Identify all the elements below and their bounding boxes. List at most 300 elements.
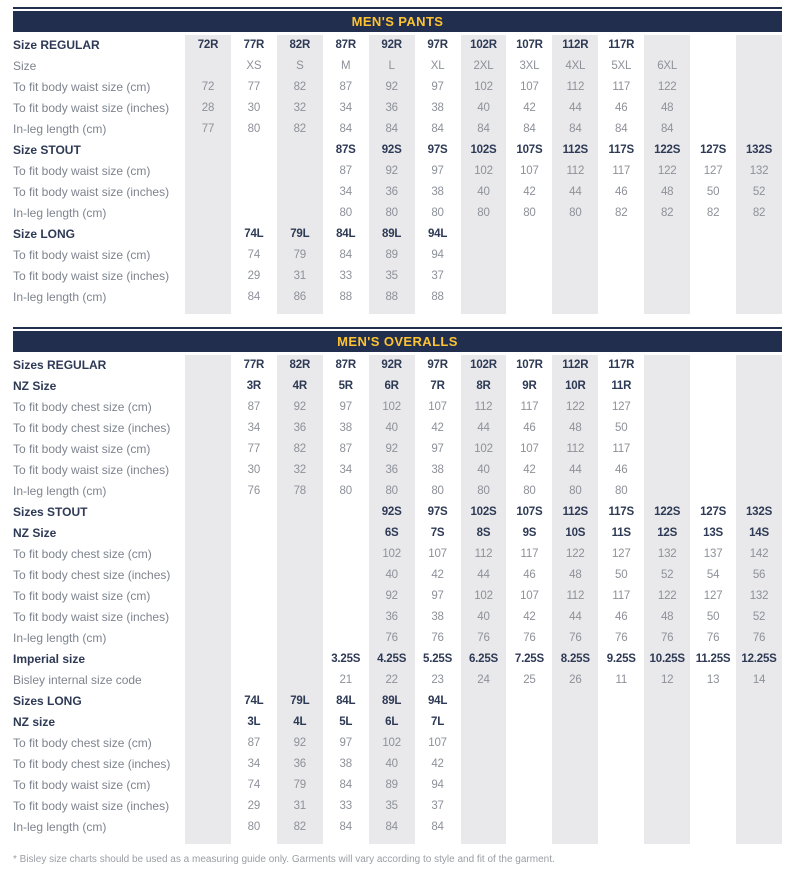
row-label: In-leg length (cm)	[13, 206, 107, 220]
size-cell: 38	[431, 611, 444, 623]
table-body	[13, 35, 782, 314]
row-label: To fit body chest size (cm)	[13, 400, 152, 414]
size-cell: 132S	[745, 506, 773, 518]
size-cell: 40	[385, 422, 398, 434]
table-body	[13, 355, 782, 844]
size-cell: 102	[474, 443, 493, 455]
size-cell: 48	[660, 611, 674, 623]
table-row	[13, 287, 782, 308]
size-cell: 132	[749, 590, 769, 602]
size-cell: 112	[566, 81, 585, 93]
size-cell: 77R	[243, 39, 265, 51]
size-cell: 12.25S	[741, 653, 777, 665]
size-cell: 38	[339, 758, 352, 770]
size-cell: 9R	[522, 380, 537, 392]
size-cell: 9S	[522, 527, 537, 539]
size-cell: 84	[615, 123, 628, 135]
size-cell: 82	[660, 207, 674, 219]
size-cell: 34	[339, 464, 352, 476]
size-cell: 77	[247, 443, 261, 455]
table-row	[13, 460, 782, 481]
size-cell: 44	[477, 422, 490, 434]
size-cell: 79L	[290, 695, 310, 707]
size-cell: 48	[660, 102, 674, 114]
table-row	[13, 775, 782, 796]
size-cell: 102	[382, 737, 401, 749]
size-cell: 79	[293, 249, 306, 261]
size-cell: 94L	[427, 228, 448, 240]
size-cell: L	[388, 60, 395, 72]
size-cell: 40	[477, 102, 490, 114]
size-cell: 80	[569, 485, 582, 497]
size-cell: 84	[660, 123, 674, 135]
table-row	[13, 544, 782, 565]
size-cell: 87R	[335, 39, 356, 51]
size-cell: 86	[293, 291, 306, 303]
size-cell: 102S	[470, 506, 497, 518]
size-cell: 46	[615, 611, 628, 623]
row-label: To fit body waist size (cm)	[13, 589, 151, 603]
size-cell: 82R	[289, 359, 311, 371]
size-cell: 7S	[430, 527, 445, 539]
size-cell: 13S	[703, 527, 724, 539]
size-cell: 92S	[381, 144, 402, 156]
size-cell: 107	[428, 737, 447, 749]
size-cell: 52	[660, 569, 674, 581]
size-cell: 102	[474, 590, 493, 602]
size-cell: 76	[706, 632, 720, 644]
row-label: Size	[13, 59, 37, 73]
size-cell: 40	[477, 464, 490, 476]
size-cell: 142	[749, 548, 769, 560]
size-cell: 38	[431, 186, 444, 198]
size-cell: 34	[247, 758, 261, 770]
size-cell: 30	[247, 102, 261, 114]
size-cell: 127S	[700, 144, 727, 156]
size-cell: 82	[615, 207, 628, 219]
size-cell: 94L	[427, 695, 448, 707]
size-cell: 72R	[197, 39, 219, 51]
size-cell: 112R	[562, 359, 589, 371]
size-cell: 97R	[427, 39, 448, 51]
row-label: Sizes LONG	[13, 694, 82, 708]
size-cell: 97	[431, 165, 444, 177]
size-cell: 80	[431, 207, 444, 219]
size-cell: 76	[752, 632, 766, 644]
size-cell: 76	[247, 485, 261, 497]
size-cell: 94	[431, 779, 444, 791]
size-cell: 50	[706, 611, 720, 623]
size-cell: 76	[569, 632, 582, 644]
size-cell: 84	[385, 821, 398, 833]
table-rows	[13, 355, 782, 838]
size-cell: 80	[615, 485, 628, 497]
size-cell: 92S	[381, 506, 402, 518]
size-cell: 117	[612, 443, 631, 455]
size-cell: 122	[566, 401, 585, 413]
size-cell: 80	[247, 123, 261, 135]
row-label: To fit body waist size (inches)	[13, 799, 170, 813]
size-cell: 112	[474, 548, 493, 560]
size-cell: 80	[385, 207, 398, 219]
size-cell: 37	[431, 270, 444, 282]
row-label: In-leg length (cm)	[13, 631, 107, 645]
size-cell: 84	[431, 123, 444, 135]
table-row	[13, 796, 782, 817]
size-cell: 80	[431, 485, 444, 497]
size-cell: 76	[385, 632, 398, 644]
size-cell: 112S	[562, 506, 589, 518]
size-cell: 6L	[385, 716, 399, 728]
size-cell: 97	[339, 737, 352, 749]
size-cell: 26	[569, 674, 582, 686]
size-cell: 37	[431, 800, 444, 812]
row-label: To fit body chest size (inches)	[13, 421, 171, 435]
size-cell: 107R	[516, 359, 543, 371]
size-cell: 107R	[516, 39, 543, 51]
size-cell: 5R	[338, 380, 353, 392]
row-label: NZ Size	[13, 379, 57, 393]
size-cell: 117	[612, 165, 631, 177]
size-cell: 122	[566, 548, 585, 560]
size-cell: 14S	[749, 527, 769, 539]
size-cell: 117R	[608, 359, 635, 371]
size-cell: 127	[611, 401, 631, 413]
size-cell: 80	[569, 207, 582, 219]
size-cell: 29	[247, 270, 261, 282]
size-cell: 48	[569, 422, 582, 434]
size-cell: 72	[201, 81, 215, 93]
size-cell: 117R	[608, 39, 635, 51]
size-cell: 5L	[339, 716, 353, 728]
size-cell: 92	[385, 443, 398, 455]
size-cell: 52	[752, 611, 766, 623]
row-label: To fit body waist size (cm)	[13, 778, 151, 792]
size-cell: 122S	[654, 506, 681, 518]
size-cell: 6.25S	[468, 653, 499, 665]
size-cell: 92R	[381, 359, 402, 371]
size-cell: 12S	[657, 527, 678, 539]
size-cell: 9.25S	[606, 653, 636, 665]
footnote: * Bisley size charts should be used as a measuring guide only. Garments will vary according to style and fit of the garment.	[13, 854, 555, 865]
size-cell: 76	[523, 632, 536, 644]
size-cell: 42	[431, 758, 444, 770]
size-cell: 84	[339, 779, 352, 791]
table-row	[13, 397, 782, 418]
size-cell: 6R	[384, 380, 399, 392]
size-cell: 11S	[611, 527, 631, 539]
size-cell: 87S	[335, 144, 356, 156]
size-cell: 97	[431, 81, 444, 93]
size-cell: 11	[615, 674, 628, 686]
size-cell: 35	[385, 270, 398, 282]
row-label: Size REGULAR	[13, 38, 100, 52]
mens-pants-table	[13, 7, 782, 314]
size-cell: 38	[431, 102, 444, 114]
row-label: In-leg length (cm)	[13, 820, 107, 834]
size-cell: 82	[293, 123, 306, 135]
table-row	[13, 565, 782, 586]
size-cell: 40	[385, 569, 398, 581]
size-cell: 102	[474, 165, 493, 177]
table-row	[13, 355, 782, 376]
size-cell: 102	[382, 548, 401, 560]
size-cell: 82	[293, 81, 306, 93]
row-label: To fit body waist size (cm)	[13, 248, 151, 262]
row-label: Sizes REGULAR	[13, 358, 107, 372]
size-cell: 112R	[562, 39, 589, 51]
size-cell: XL	[430, 60, 445, 72]
size-cell: 89	[385, 779, 398, 791]
row-label: Size STOUT	[13, 143, 81, 157]
row-label: To fit body chest size (cm)	[13, 547, 152, 561]
row-label: In-leg length (cm)	[13, 122, 107, 136]
row-label: Bisley internal size code	[13, 673, 142, 687]
size-cell: 30	[247, 464, 261, 476]
size-cell: 97R	[427, 359, 448, 371]
size-cell: 112	[474, 401, 493, 413]
size-cell: 5.25S	[423, 653, 453, 665]
size-cell: 127	[703, 590, 723, 602]
size-cell: 48	[660, 186, 674, 198]
size-cell: 34	[339, 102, 352, 114]
size-cell: 14	[752, 674, 766, 686]
size-cell: 92	[385, 165, 398, 177]
size-cell: 42	[523, 102, 536, 114]
size-cell: 36	[385, 464, 398, 476]
size-cell: 6XL	[657, 60, 678, 72]
size-cell: 88	[385, 291, 398, 303]
size-cell: 76	[431, 632, 444, 644]
size-cell: 112S	[562, 144, 589, 156]
size-cell: 87	[339, 165, 352, 177]
size-cell: 50	[615, 569, 628, 581]
table-row	[13, 56, 782, 77]
table-row	[13, 439, 782, 460]
size-cell: 112	[566, 165, 585, 177]
size-cell: 38	[431, 464, 444, 476]
row-label: To fit body waist size (inches)	[13, 610, 170, 624]
size-cell: 77	[201, 123, 215, 135]
size-cell: 84	[339, 249, 352, 261]
size-cell: 88	[431, 291, 444, 303]
size-cell: 80	[523, 207, 536, 219]
size-cell: 6S	[384, 527, 399, 539]
size-cell: 52	[752, 186, 766, 198]
row-label: To fit body chest size (inches)	[13, 757, 171, 771]
size-cell: 89L	[382, 228, 402, 240]
size-cell: 102R	[470, 39, 497, 51]
size-cell: 78	[293, 485, 306, 497]
size-cell: 46	[523, 422, 536, 434]
size-cell: 79	[293, 779, 306, 791]
size-cell: 79L	[290, 228, 310, 240]
size-cell: 74	[247, 249, 261, 261]
size-cell: 50	[706, 186, 720, 198]
size-cell: 10S	[565, 527, 586, 539]
size-cell: XS	[246, 60, 262, 72]
size-cell: 46	[523, 569, 536, 581]
table-row	[13, 502, 782, 523]
size-cell: 10.25S	[649, 653, 685, 665]
size-cell: 4L	[293, 716, 307, 728]
size-cell: 80	[477, 207, 490, 219]
size-cell: 8R	[476, 380, 491, 392]
size-cell: 97S	[427, 506, 448, 518]
table-row	[13, 119, 782, 140]
row-label: Size LONG	[13, 227, 76, 241]
size-cell: 46	[615, 464, 628, 476]
table-row	[13, 418, 782, 439]
size-cell: 137	[703, 548, 723, 560]
row-label: To fit body waist size (inches)	[13, 463, 170, 477]
size-cell: 74L	[244, 228, 264, 240]
size-cell: 42	[431, 422, 444, 434]
size-cell: 82	[706, 207, 720, 219]
size-cell: 122	[657, 590, 677, 602]
size-cell: 117S	[608, 144, 634, 156]
table-row	[13, 607, 782, 628]
size-cell: 80	[339, 485, 352, 497]
table-row	[13, 98, 782, 119]
size-cell: 127	[611, 548, 631, 560]
size-cell: 3L	[247, 716, 261, 728]
size-cell: 92	[385, 81, 398, 93]
size-cell: 11.25S	[695, 653, 731, 665]
size-cell: 74L	[244, 695, 264, 707]
table-row	[13, 670, 782, 691]
size-cell: 36	[385, 611, 398, 623]
size-cell: 117	[612, 590, 631, 602]
size-cell: 132	[749, 165, 769, 177]
size-cell: 122S	[654, 144, 681, 156]
size-cell: 7.25S	[514, 653, 544, 665]
size-cell: 42	[523, 464, 536, 476]
size-cell: 117	[520, 548, 539, 560]
size-cell: 84	[431, 821, 444, 833]
size-cell: 107	[428, 401, 447, 413]
size-cell: 8.25S	[560, 653, 590, 665]
size-cell: 132S	[745, 144, 773, 156]
size-cell: 87	[247, 737, 261, 749]
size-cell: 84L	[336, 695, 356, 707]
size-cell: 92	[293, 401, 306, 413]
size-cell: 21	[339, 674, 352, 686]
table-row	[13, 523, 782, 544]
top-divider	[13, 327, 782, 329]
table-row	[13, 376, 782, 397]
size-cell: 29	[247, 800, 261, 812]
size-cell: 127S	[700, 506, 727, 518]
size-cell: 36	[385, 186, 398, 198]
size-cell: 48	[569, 569, 582, 581]
size-cell: 89L	[382, 695, 402, 707]
size-cell: 31	[293, 800, 306, 812]
size-cell: 2XL	[473, 60, 494, 72]
size-cell: 87R	[335, 359, 356, 371]
row-label: NZ Size	[13, 526, 57, 540]
table-row	[13, 77, 782, 98]
size-cell: 102	[474, 81, 493, 93]
size-cell: 40	[477, 611, 490, 623]
size-cell: 102	[382, 401, 401, 413]
size-cell: 84	[339, 821, 352, 833]
size-cell: 84L	[336, 228, 356, 240]
size-cell: 77	[247, 81, 261, 93]
table-row	[13, 35, 782, 56]
size-cell: 92	[385, 590, 398, 602]
size-cell: 36	[293, 758, 306, 770]
size-cell: 76	[477, 632, 490, 644]
table-title: MEN'S OVERALLS	[337, 334, 458, 349]
mens-overalls-title-bar	[13, 331, 782, 352]
size-cell: 84	[477, 123, 490, 135]
size-cell: 82	[752, 207, 766, 219]
size-cell: 42	[431, 569, 444, 581]
table-row	[13, 712, 782, 733]
size-cell: 50	[615, 422, 628, 434]
size-cell: 11R	[611, 380, 632, 392]
size-cell: 107S	[516, 506, 543, 518]
row-label: To fit body waist size (cm)	[13, 164, 151, 178]
row-label: To fit body waist size (cm)	[13, 80, 151, 94]
row-label: To fit body waist size (inches)	[13, 101, 170, 115]
size-cell: 88	[339, 291, 352, 303]
size-cell: 13	[706, 674, 720, 686]
size-cell: 92	[293, 737, 306, 749]
size-cell: 107	[520, 81, 539, 93]
table-row	[13, 245, 782, 266]
size-cell: 32	[293, 102, 306, 114]
size-cell: 127	[703, 165, 723, 177]
size-cell: 40	[385, 758, 398, 770]
top-divider	[13, 7, 782, 9]
table-row	[13, 628, 782, 649]
size-cell: 33	[339, 800, 352, 812]
size-cell: 12	[660, 674, 674, 686]
row-label: NZ size	[13, 715, 56, 729]
size-cell: 25	[523, 674, 536, 686]
size-cell: 44	[569, 611, 582, 623]
table-row	[13, 140, 782, 161]
table-row	[13, 182, 782, 203]
table-row	[13, 817, 782, 838]
size-cell: 84	[247, 291, 261, 303]
table-row	[13, 649, 782, 670]
size-cell: 76	[660, 632, 674, 644]
row-label: To fit body chest size (inches)	[13, 568, 171, 582]
size-cell: 46	[615, 186, 628, 198]
size-cell: 24	[477, 674, 490, 686]
row-label: In-leg length (cm)	[13, 484, 107, 498]
size-cell: 117	[520, 401, 539, 413]
mens-pants-title-bar	[13, 11, 782, 32]
size-cell: 36	[293, 422, 306, 434]
size-cell: 28	[201, 102, 215, 114]
size-cell: 87	[339, 443, 352, 455]
size-cell: 82R	[289, 39, 311, 51]
table-row	[13, 754, 782, 775]
size-cell: 44	[569, 186, 582, 198]
size-cell: 7R	[430, 380, 445, 392]
size-cell: 76	[615, 632, 628, 644]
size-cell: 80	[477, 485, 490, 497]
size-cell: 42	[523, 186, 536, 198]
size-cell: 56	[752, 569, 766, 581]
size-cell: 84	[385, 123, 398, 135]
row-label: Imperial size	[13, 652, 86, 666]
size-cell: 3.25S	[331, 653, 361, 665]
